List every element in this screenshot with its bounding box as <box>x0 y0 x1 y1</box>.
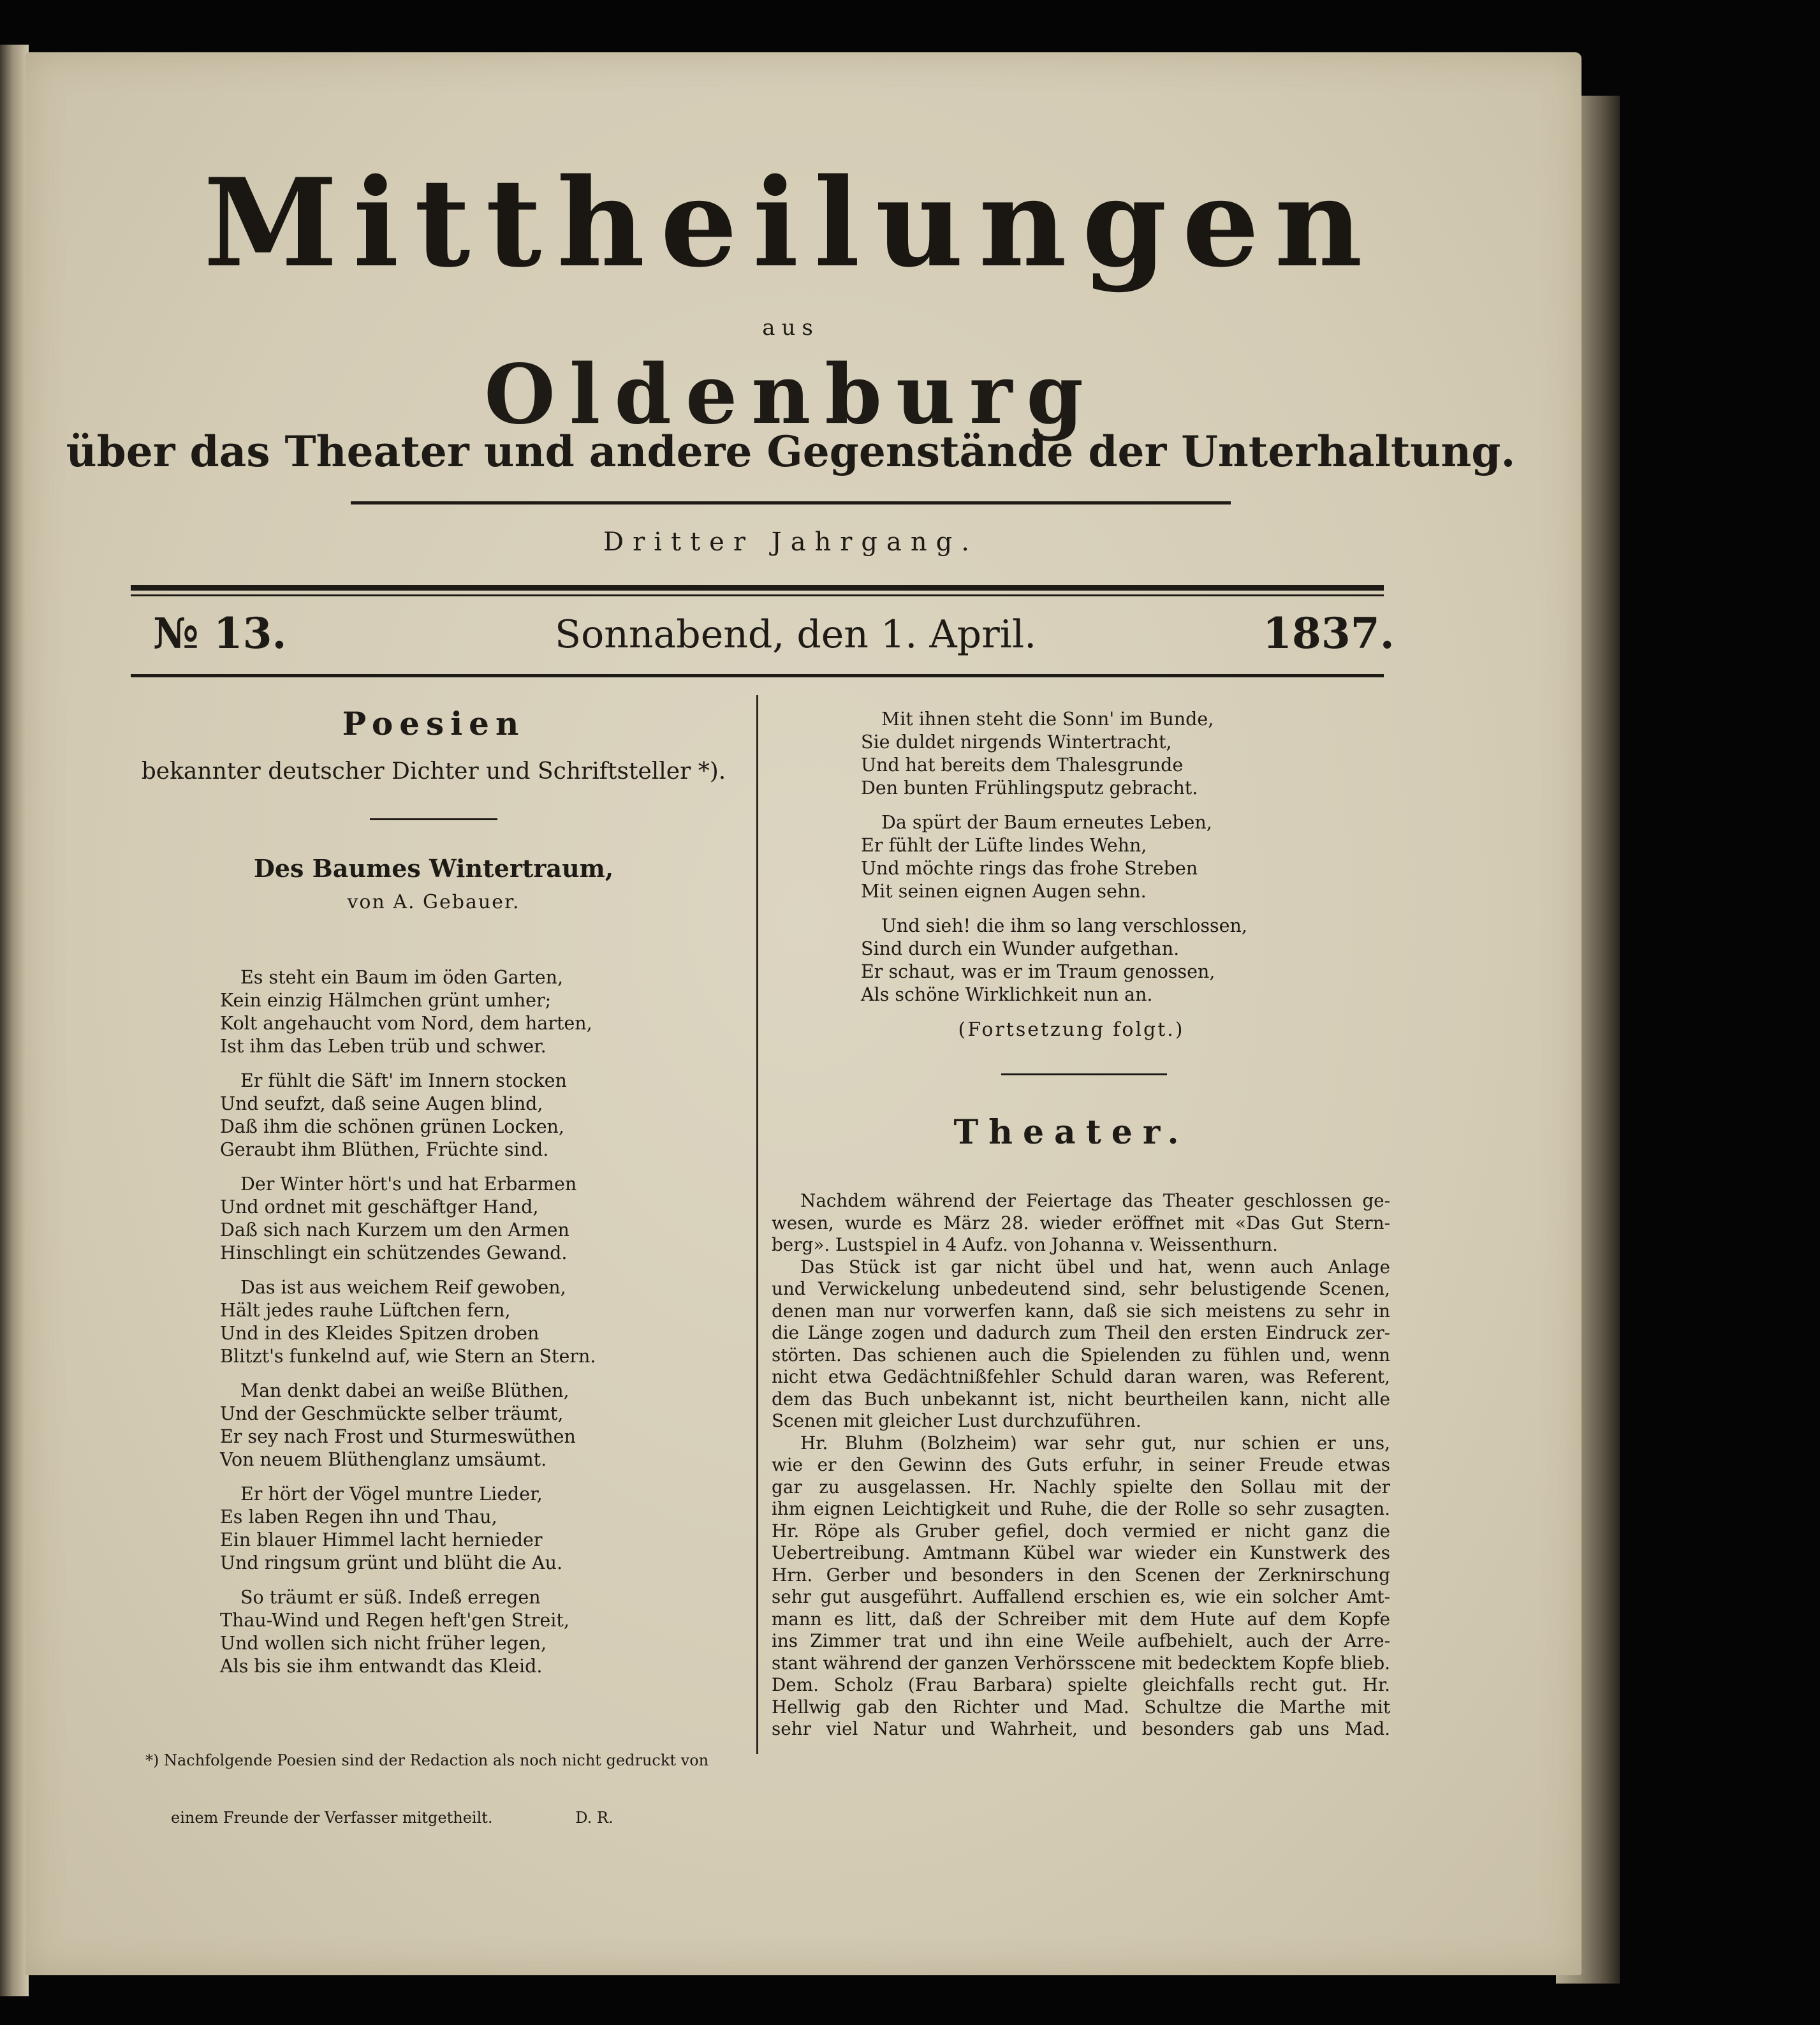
stanza <box>220 1380 576 1471</box>
verse-line: Und der Geschmückte selber träumt, <box>220 1403 564 1424</box>
section-rule-right <box>1001 1073 1167 1075</box>
verse-line: Ein blauer Himmel lacht hernieder <box>220 1529 543 1550</box>
stanza <box>220 1173 576 1265</box>
verse-line: Da spürt der Baum erneutes Leben, <box>881 812 1212 833</box>
poetry-subheading: bekannter deutscher Dichter und Schriftsteller *). <box>141 758 726 784</box>
prose-line: störten. Das schienen auch die Spielenden zu fühlen und, wenn <box>772 1344 1390 1366</box>
verse-line: Der Winter hört's und hat Erbarmen <box>240 1174 577 1195</box>
verse-line: Geraubt ihm Blüthen, Früchte sind. <box>220 1139 549 1160</box>
volume-line: Dritter Jahrgang. <box>603 527 978 557</box>
stanza <box>220 1276 596 1368</box>
verse-line: Von neuem Blüthenglanz umsäumt. <box>220 1449 547 1470</box>
stanza <box>861 708 1214 800</box>
issue-date: Sonnabend, den 1. April. <box>555 612 1037 657</box>
verse-line: Kolt angehaucht vom Nord, dem harten, <box>220 1013 592 1034</box>
verse-line: So träumt er süß. Indeß erregen <box>240 1587 541 1608</box>
verse-line: Er sey nach Frost und Sturmeswüthen <box>220 1426 576 1447</box>
verse-line: Und wollen sich nicht früher legen, <box>220 1633 547 1654</box>
prose-line: ihm eignen Leichtigkeit und Ruhe, die der Rolle so sehr zusagten. <box>772 1498 1390 1519</box>
verse-line: Sind durch ein Wunder aufgethan. <box>861 938 1180 959</box>
issue-number: № 13. <box>153 608 287 658</box>
prose-line: gar zu ausgelassen. Hr. Nachly spielte den Sollau mit der <box>772 1476 1390 1498</box>
masthead-rule <box>351 501 1231 504</box>
verse-line: Ist ihm das Leben trüb und schwer. <box>220 1036 547 1057</box>
poetry-heading: Poesien <box>342 705 525 742</box>
prose-line: Uebertreibung. Amtmann Kübel war wieder ein Kunstwerk des <box>772 1542 1390 1563</box>
dateline-rule-bottom <box>131 674 1384 677</box>
prose-line: Hellwig gab den Richter und Mad. Schultze die Marthe mit <box>772 1696 1390 1718</box>
prose-line: Hr. Bluhm (Bolzheim) war sehr gut, nur schien er uns, <box>800 1432 1390 1454</box>
prose-line: sehr viel Natur und Wahrheit, und besonders gab uns Mad. <box>772 1718 1390 1739</box>
verse-line: Und ordnet mit geschäftger Hand, <box>220 1197 539 1218</box>
footnote <box>145 1712 708 1866</box>
verse-line: Und sieh! die ihm so lang verschlossen, <box>881 915 1247 936</box>
prose-line: mann es litt, daß der Schreiber mit dem Hute auf dem Kopfe <box>772 1608 1390 1630</box>
footnote-line: einem Freunde der Verfasser mitgetheilt. D. R. <box>171 1809 613 1827</box>
verse-line: Hält jedes rauhe Lüftchen fern, <box>220 1300 511 1321</box>
prose-line: denen man nur vorwerfen kann, daß sie sich meistens zu sehr in <box>772 1300 1390 1322</box>
verse-line: Und in des Kleides Spitzen droben <box>220 1323 539 1344</box>
verse-line: Er fühlt der Lüfte lindes Wehn, <box>861 835 1147 856</box>
issue-year: 1837. <box>1263 608 1395 658</box>
verse-line: Hinschlingt ein schützendes Gewand. <box>220 1242 568 1263</box>
stanza <box>220 1586 569 1678</box>
verse-line: Man denkt dabei an weiße Blüthen, <box>240 1380 569 1401</box>
prose-line: Nachdem während der Feiertage das Theater geschlossen ge- <box>800 1190 1390 1211</box>
prose-line: dem das Buch unbekannt ist, nicht beurtheilen kann, nicht alle <box>772 1388 1390 1410</box>
prose-line: Dem. Scholz (Frau Barbara) spielte gleichfalls recht gut. Hr. <box>772 1674 1390 1695</box>
stanza <box>220 1070 567 1161</box>
theater-review <box>772 1190 1390 1741</box>
prose-line: Hr. Röpe als Gruber gefiel, doch vermied er nicht ganz die <box>772 1520 1390 1542</box>
prose-line: Das Stück ist gar nicht übel und hat, wenn auch Anlage <box>800 1256 1390 1278</box>
column-divider <box>756 695 758 1754</box>
prose-line: stant während der ganzen Verhörsscene mit bedecktem Kopfe blieb. <box>772 1652 1390 1674</box>
stanza <box>220 966 592 1058</box>
verse-line: Daß sich nach Kurzem um den Armen <box>220 1219 569 1241</box>
dateline-rule-top-thin <box>131 594 1384 596</box>
stanza <box>220 1483 562 1575</box>
verse-line: Mit ihnen steht die Sonn' im Bunde, <box>881 709 1214 730</box>
stanza <box>861 915 1247 1006</box>
prose-line: wesen, wurde es März 28. wieder eröffnet mit «Das Gut Stern- <box>772 1212 1390 1233</box>
poem-title: Des Baumes Wintertraum, <box>253 854 614 883</box>
masthead-subtitle: über das Theater und andere Gegenstände der Unterhaltung. <box>66 427 1516 476</box>
masthead-aus: aus <box>762 315 819 341</box>
section-rule <box>370 818 497 820</box>
verse-line: Und seufzt, daß seine Augen blind, <box>220 1093 543 1114</box>
verse-line: Er fühlt die Säft' im Innern stocken <box>240 1070 567 1091</box>
continued-note: (Fortsetzung folgt.) <box>958 1019 1185 1041</box>
prose-line: Hrn. Gerber und besonders in den Scenen der Zerknirschung <box>772 1564 1390 1586</box>
verse-line: Thau-Wind und Regen heft'gen Streit, <box>220 1610 569 1631</box>
verse-line: Und möchte rings das frohe Streben <box>861 858 1198 879</box>
prose-line: und Verwickelung unbedeutend sind, sehr belustigende Scenen, <box>772 1278 1390 1299</box>
poem-author: von A. Gebauer. <box>347 891 520 913</box>
prose-line: die Länge zogen und dadurch zum Theil den ersten Eindruck zer- <box>772 1322 1390 1343</box>
prose-line: nicht etwa Gedächtnißfehler Schuld daran waren, was Referent, <box>772 1366 1390 1387</box>
prose-line: berg». Lustspiel in 4 Aufz. von Johanna v. Weissenthurn. <box>772 1234 1279 1255</box>
prose-line: ins Zimmer trat und ihn eine Weile aufbehielt, auch der Arre- <box>772 1630 1390 1651</box>
stanza <box>861 811 1212 903</box>
verse-line: Als schöne Wirklichkeit nun an. <box>861 984 1153 1005</box>
verse-line: Sie duldet nirgends Wintertracht, <box>861 732 1172 753</box>
verse-line: Es laben Regen ihn und Thau, <box>220 1506 497 1528</box>
verse-line: Kein einzig Hälmchen grünt umher; <box>220 990 552 1011</box>
dateline-rule-top <box>131 585 1384 591</box>
verse-line: Als bis sie ihm entwandt das Kleid. <box>220 1656 543 1677</box>
footnote-line: *) Nachfolgende Poesien sind der Redaction als noch nicht gedruckt von <box>145 1751 709 1769</box>
verse-line: Und ringsum grünt und blüht die Au. <box>220 1552 563 1573</box>
verse-line: Daß ihm die schönen grünen Locken, <box>220 1116 564 1137</box>
verse-line: Und hat bereits dem Thalesgrunde <box>861 755 1184 776</box>
verse-line: Er hört der Vögel muntre Lieder, <box>240 1484 543 1505</box>
verse-line: Mit seinen eignen Augen sehn. <box>861 881 1147 902</box>
prose-line: sehr gut ausgeführt. Auffallend erschien es, wie ein solcher Amt- <box>772 1586 1390 1607</box>
theater-heading: Theater. <box>953 1113 1189 1152</box>
verse-line: Es steht ein Baum im öden Garten, <box>240 967 564 988</box>
verse-line: Das ist aus weichem Reif gewoben, <box>240 1277 566 1298</box>
verse-line: Blitzt's funkelnd auf, wie Stern an Stern. <box>220 1346 596 1367</box>
masthead-title: Mittheilungen <box>203 152 1378 294</box>
prose-line: wie er den Gewinn des Guts erfuhr, in seiner Freude etwas <box>772 1454 1390 1475</box>
prose-line: Scenen mit gleicher Lust durchzuführen. <box>772 1410 1141 1431</box>
verse-line: Den bunten Frühlingsputz gebracht. <box>861 777 1198 799</box>
verse-line: Er schaut, was er im Traum genossen, <box>861 961 1215 982</box>
masthead-city: Oldenburg <box>484 347 1097 443</box>
